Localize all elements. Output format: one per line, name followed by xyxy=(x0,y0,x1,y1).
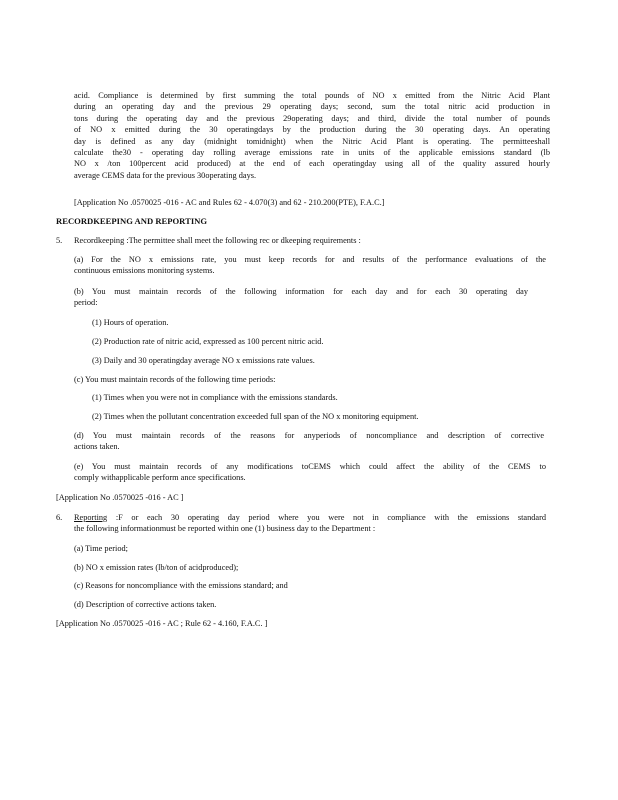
recordkeeping-title: Recordkeeping xyxy=(74,236,125,245)
item6-item: (c) Reasons for noncompliance with the emissions standard; and xyxy=(74,581,288,590)
item5-d-line: actions taken. xyxy=(74,442,120,452)
intro-line: of NO x emitted during the 30 operatingdays by the production during the 30 operating days. An operating xyxy=(74,125,550,135)
item6-header xyxy=(74,512,546,535)
intro-line: calculate the30 - operating day rolling average emissions rate in units of the applicable emissions standard (lb xyxy=(74,148,550,158)
item5-citation: [Application No .0570025 -016 - AC ] xyxy=(56,493,184,502)
item5-b-item: (2) Production rate of nitric acid, expressed as 100 percent nitric acid. xyxy=(92,337,324,346)
intro-citation: [Application No .0570025 -016 - AC and Rules 62 - 4.070(3) and 62 - 210.200(PTE), F.A.C.] xyxy=(74,198,385,207)
intro-line: acid. Compliance is determined by first summing the total pounds of NO x emitted from the Nitric Acid Plant xyxy=(74,91,550,100)
item5-b xyxy=(74,286,528,309)
item6-citation: [Application No .0570025 -016 - AC ; Rule 62 - 4.160, F.A.C. ] xyxy=(56,619,268,628)
item6-line: the following informationmust be reported within one (1) business day to the Department : xyxy=(74,524,376,534)
item5-b-line: (b) You must maintain records of the following information for each day and for each 30 operating day xyxy=(74,287,528,296)
intro-line: day is defined as any day (midnight tomidnight) when the Nitric Acid Plant is operating. The permitteeshall xyxy=(74,136,550,146)
item5-a-line: continuous emissions monitoring systems. xyxy=(74,266,215,276)
item5-number: 5. xyxy=(56,236,63,245)
item5-b-item: (1) Hours of operation. xyxy=(92,318,169,327)
reporting-intro: :F or each 30 operating day period where you were not in compliance with the emissions standard xyxy=(115,513,546,522)
item5-d-line: (d) You must maintain records of the reasons for anyperiods of noncompliance and description of corrective xyxy=(74,431,544,440)
intro-line: during an operating day and the previous 29 operating days; second, sum the total nitric acid production in xyxy=(74,102,550,112)
item5-c: (c) You must maintain records of the following time periods: xyxy=(74,375,276,384)
intro-line: NO x /ton 100percent acid produced) at the end of each operatingday using all of the quality assured hourly xyxy=(74,159,550,169)
item5-a xyxy=(74,254,546,277)
item6-line xyxy=(74,512,546,523)
section-heading: RECORDKEEPING AND REPORTING xyxy=(56,216,208,226)
item5-a-line: (a) For the NO x emissions rate, you must keep records for and results of the performance evaluations of the xyxy=(74,255,546,264)
item5-c-item: (2) Times when the pollutant concentration exceeded full span of the NO x monitoring equipment. xyxy=(92,412,419,421)
item5-c-item: (1) Times when you were not in compliance with the emissions standards. xyxy=(92,393,338,402)
recordkeeping-intro: :The permittee shall meet the following rec or dkeeping requirements : xyxy=(126,236,361,245)
item5-d xyxy=(74,430,544,453)
reporting-title: Reporting xyxy=(74,513,108,522)
item5-e-line: (e) You must maintain records of any modifications toCEMS which could affect the ability of the CEMS to xyxy=(74,462,546,471)
item5-header xyxy=(74,235,361,246)
item6-number: 6. xyxy=(56,513,63,522)
item6-item: (a) Time period; xyxy=(74,544,128,553)
item5-e xyxy=(74,461,546,484)
intro-line: average CEMS data for the previous 30operating days. xyxy=(74,170,257,180)
item5-b-line: period: xyxy=(74,298,98,308)
intro-paragraph xyxy=(74,90,550,181)
item6-item: (d) Description of corrective actions taken. xyxy=(74,600,217,609)
item6-item: (b) NO x emission rates (lb/ton of acidproduced); xyxy=(74,563,239,572)
item5-b-item: (3) Daily and 30 operatingday average NO x emissions rate values. xyxy=(92,356,315,365)
intro-line: tons during the operating day and the previous 29operating days; and third, divide the total number of pounds xyxy=(74,113,550,123)
item5-e-line: comply withapplicable perform ance specifications. xyxy=(74,473,246,483)
